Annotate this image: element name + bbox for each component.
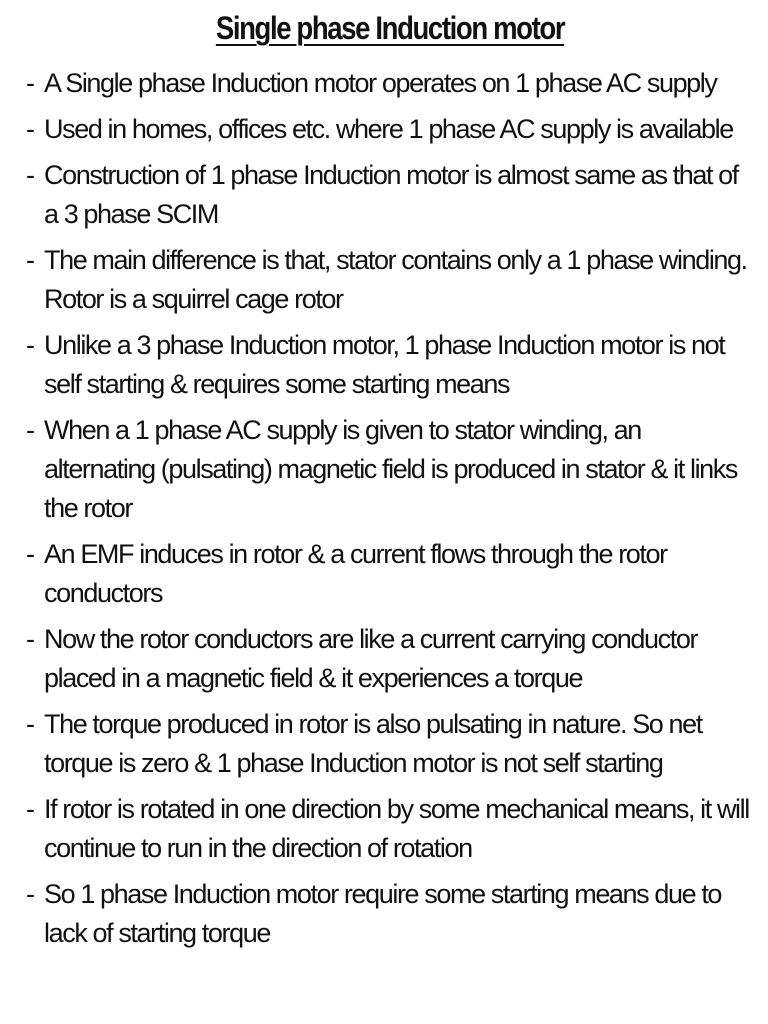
bullet-text: The main difference is that, stator contains only a 1 phase winding. Rotor is a squirrel cage rotor — [44, 245, 747, 314]
bullet-text: A Single phase Induction motor operates on 1 phase AC supply — [44, 68, 717, 98]
bullet-text: Unlike a 3 phase Induction motor, 1 phase Induction motor is not self starting & requires some starting means — [44, 330, 725, 399]
bullet-dash: - — [26, 539, 34, 569]
bullet-text: An EMF induces in rotor & a current flows through the rotor conductors — [44, 539, 667, 608]
bullet-item — [26, 790, 754, 868]
bullet-item — [26, 241, 754, 319]
bullet-list — [26, 64, 754, 953]
bullet-dash: - — [26, 245, 34, 275]
bullet-item — [26, 875, 754, 953]
bullet-item — [26, 411, 754, 528]
bullet-text: Now the rotor conductors are like a current carrying conductor placed in a magnetic field & it experiences a torque — [44, 624, 698, 693]
bullet-dash: - — [26, 160, 34, 190]
bullet-dash: - — [26, 415, 34, 445]
bullet-text: Construction of 1 phase Induction motor is almost same as that of a 3 phase SCIM — [44, 160, 738, 229]
bullet-item — [26, 110, 754, 149]
bullet-dash: - — [26, 709, 34, 739]
bullet-dash: - — [26, 794, 34, 824]
bullet-dash: - — [26, 330, 34, 360]
bullet-dash: - — [26, 68, 34, 98]
bullet-item — [26, 156, 754, 234]
bullet-text: If rotor is rotated in one direction by some mechanical means, it will continue to run in the direction of rotation — [44, 794, 749, 863]
bullet-item — [26, 64, 754, 103]
bullet-item — [26, 705, 754, 783]
bullet-dash: - — [26, 879, 34, 909]
bullet-item — [26, 620, 754, 698]
bullet-text: So 1 phase Induction motor require some starting means due to lack of starting torque — [44, 879, 722, 948]
bullet-item — [26, 326, 754, 404]
page-title: Single phase Induction motor — [215, 10, 565, 46]
bullet-dash: - — [26, 114, 34, 144]
bullet-text: The torque produced in rotor is also pulsating in nature. So net torque is zero & 1 phase Induction motor is not self starting — [44, 709, 702, 778]
bullet-item — [26, 535, 754, 613]
bullet-text: When a 1 phase AC supply is given to stator winding, an alternating (pulsating) magnetic field is produced in stator & it links the rotor — [44, 415, 738, 523]
bullet-text: Used in homes, offices etc. where 1 phase AC supply is available — [44, 114, 733, 144]
bullet-dash: - — [26, 624, 34, 654]
